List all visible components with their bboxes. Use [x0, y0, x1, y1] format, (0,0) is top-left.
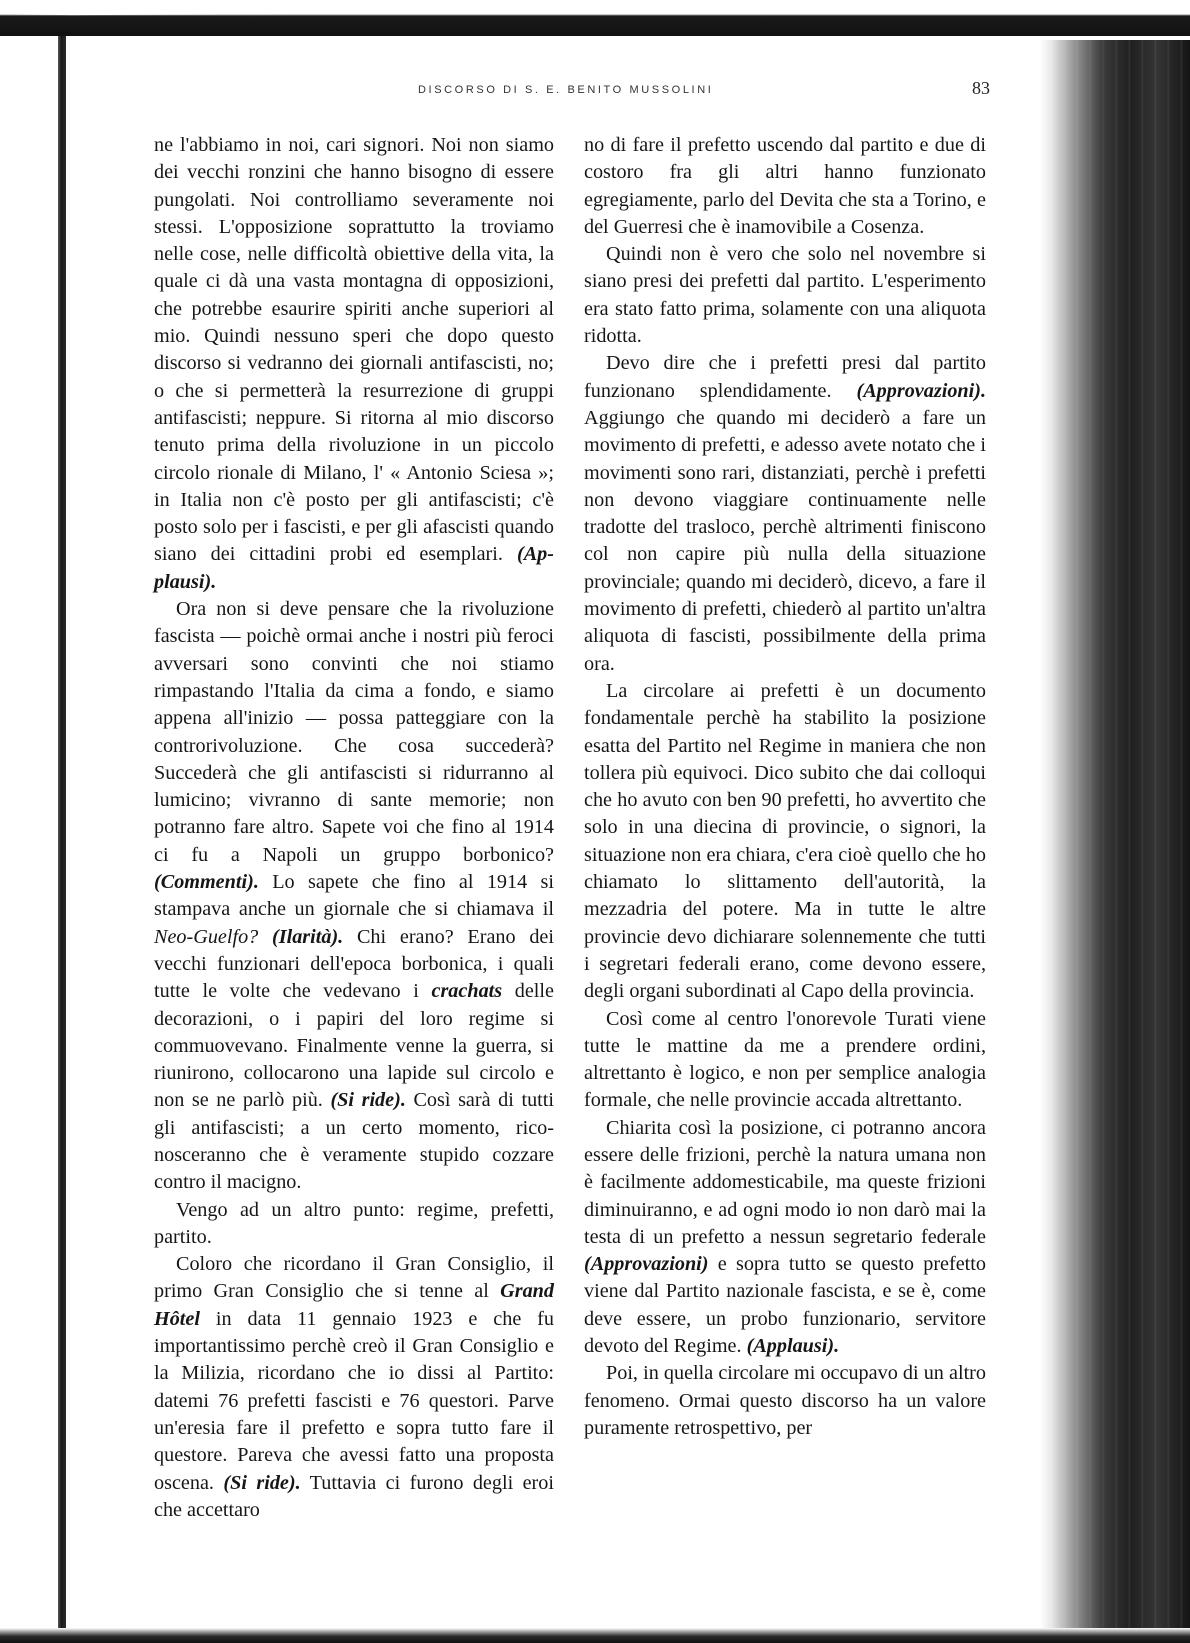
- stage-direction: (Ilarità).: [272, 925, 344, 948]
- paragraph: La circolare ai prefetti è un documento fondamentale perchè ha stabilito la posizione esatta del Partito nel Regime in maniera che non tollera più equivoci. Dico subito che dai colloqui che ho avuto con ben 90 prefetti, ho avvertito che solo in una diecina di provincie, o signori, la situazione non era chiara, c'era cioè quello che ho chiamato lo slittamento dell'autorità, la mezzadria del potere. Ma in tutte le altre provincie devo dichiarare solennemente che tutti i segretari federali erano, come devono essere, degli organi subordinati al Capo della provincia.: [584, 679, 986, 1003]
- paragraph: Ora non si deve pensare che la rivoluzione fascista — poichè ormai anche i nostri più feroci avversari sono convinti che noi stiamo rimpastando l'Italia da cima a fondo, e siamo appena all'inizio — possa patteggiare con la controrivoluzione. Che cosa succederà? Succederà che gli antifascisti si ridurranno al lumicino; vivranno di sante memorie; non potranno fare altro. Sapete voi che fino al 1914 ci fu a Napoli un gruppo borbonico? (Commenti). Lo sapete che fino al 1914 si stampava anche un giornale che si chiamava il Neo-Guelfo? (Ilarità). Chi erano? Erano dei vecchi funzionari dell'epoca borbonica, i quali tutte le volte che vedevano i crachats delle decorazioni, o i papiri del loro regime si commuovevano. Finalmente venne la guerra, si riunirono, collocarono una lapide sul circolo e non se ne parlò più. (Si ride). Così sarà di tutti gli antifascisti; a un certo momento, riconosceranno che è veramente stupido cozzare contro il macigno.: [154, 598, 554, 1194]
- stage-direction: (Applausi).: [154, 543, 554, 593]
- paragraph: Poi, in quella circolare mi occupavo di un altro fenomeno. Ormai questo discorso ha un valore puramente retrospettivo, per: [584, 1362, 986, 1439]
- stage-direction: (Si ride).: [223, 1471, 301, 1494]
- paragraph: ne l'abbiamo in noi, cari signori. Noi non siamo dei vecchi ronzini che hanno bisogno di essere pungolati. Noi controlliamo severamente noi stessi. L'opposizione soprattutto la troviamo nelle cose, nelle difficoltà obiettive della vita, la quale ci dà una vasta montagna di opposizioni, che potrebbe esaurire spiriti anche superiori al mio. Quindi nessuno speri che dopo questo discorso si vedranno dei giornali antifascisti, no; o che si permetterà la resurrezione di gruppi antifascisti; neppure. Si ritorna al mio discorso tenuto prima della rivoluzione in un piccolo circolo rionale di Milano, l' « Antonio Sciesa »; in Italia non c'è posto per gli antifascisti; c'è posto solo per i fascisti, e per gli afascisti quando siano dei cittadini probi ed esemplari. (Applausi).: [154, 134, 554, 593]
- scan-bottom-shadow: [0, 1628, 1190, 1643]
- scan-top-shadow: [0, 0, 1190, 36]
- paragraph: Vengo ad un altro punto: regime, prefetti, partito.: [154, 1198, 554, 1248]
- italic-title: Neo-Guelfo?: [154, 925, 259, 948]
- stage-direction: (Approvazioni).: [856, 379, 987, 402]
- paragraph: no di fare il prefetto uscendo dal partito e due di costoro fra gli altri hanno funzionato egregiamente, parlo del Devita che sta a Torino, e del Guerresi che è inamovibile a Cosenza.: [584, 134, 986, 238]
- italic-place: Grand Hôtel: [154, 1280, 554, 1330]
- stage-direction: (Applausi).: [746, 1335, 840, 1358]
- book-page: [66, 36, 1040, 1628]
- italic-word: crachats: [431, 980, 503, 1003]
- scan-left-edge: [58, 36, 66, 1643]
- paragraph: Coloro che ricordano il Gran Consiglio, il primo Gran Consiglio che si tenne al Grand Hôtel in data 11 gennaio 1923 e che fu importantissimo perchè creò il Gran Consiglio e la Milizia, ricordano che io dissi al Partito: datemi 76 prefetti fascisti e 76 questori. Parve un'eresia fare il prefetto e sopra tutto fare il questore. Pareva che avessi fatto una proposta oscena. (Si ride). Tuttavia ci furono degli eroi che accettaro: [154, 1253, 554, 1521]
- paragraph: Devo dire che i prefetti presi dal partito funzionano splendidamente. (Approvazioni). Aggiungo che quando mi deciderò a fare un movimento di prefetti, e adesso avete notato che i movimenti sono rari, distanziati, perchè i prefetti non devono viaggiare continuamente nelle tradotte del trasloco, perchè altrimenti finiscono col non capire più nulla della situazione provinciale; quando mi deciderò, dicevo, a fare il movimento di prefetti, chiederò al partito un'altra aliquota di fascisti, possibilmente della prima ora.: [584, 352, 987, 675]
- stage-direction: (Commenti).: [154, 871, 259, 894]
- stage-direction: (Si ride).: [330, 1089, 406, 1112]
- page-number: 83: [972, 78, 990, 98]
- stage-direction: (Approvazioni): [584, 1253, 709, 1276]
- scan-right-texture: [1040, 40, 1190, 1643]
- paragraph: Così come al centro l'onorevole Turati viene tutte le mattine da me a prendere ordini, altrettanto è logico, e non per semplice analogia formale, che nelle provincie accada altrettanto.: [584, 1007, 986, 1112]
- right-column: [584, 132, 986, 1442]
- left-column: [154, 132, 554, 1524]
- paragraph: Quindi non è vero che solo nel novembre si siano presi dei prefetti dal partito. L'esperimento era stato fatto prima, solamente con una aliquota ridotta.: [584, 243, 986, 348]
- paragraph: Chiarita così la posizione, ci potranno ancora essere delle frizioni, perchè la natura umana non è facilmente addomesticabile, ma queste frizioni diminuiranno, e ad ogni modo io non darò mai la testa di un prefetto a nessun segretario federale (Approvazioni) e sopra tutto se questo prefetto viene dal Partito nazionale fascista, e se è, come deve essere, un probo funzionario, servitore devoto del Regime. (Applausi).: [584, 1116, 986, 1358]
- running-head: DISCORSO DI S. E. BENITO MUSSOLINI: [418, 84, 714, 96]
